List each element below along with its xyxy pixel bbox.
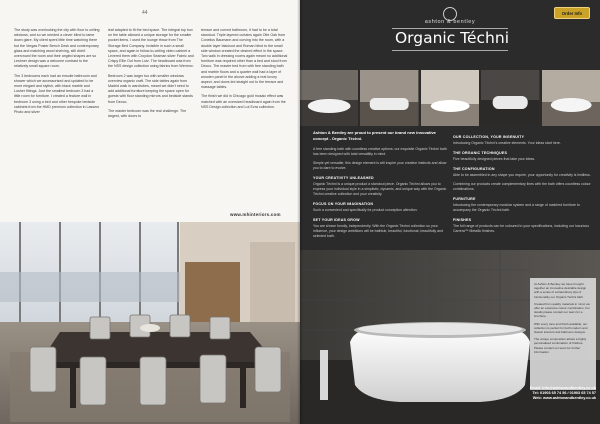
section-heading: OUR COLLECTION, YOUR INGENUITY bbox=[453, 135, 525, 139]
divider bbox=[392, 50, 508, 51]
dining-room-photo bbox=[0, 222, 300, 424]
lead-paragraph: Ashton & Bentley are proud to present our brand new innovative concept - Organic Téchni. bbox=[313, 130, 436, 141]
paragraph: Such a convenient and specifically for product conception attention. bbox=[313, 208, 418, 212]
paragraph: Five beautifully designed pieces that take your ideas. bbox=[453, 157, 536, 161]
advert-right-column bbox=[453, 130, 591, 238]
right-page-advert bbox=[300, 0, 600, 424]
paragraph: Introducing the contemporary modular system and a range of matched furniture to accompany the Organic Téchni bath. bbox=[453, 203, 580, 212]
advert-left-column bbox=[313, 130, 447, 243]
paragraph: The finish we did in Chicago gold mosaic effect was matched with an oversized headboard again from the NSS Design collection and Lot Ezra collection. bbox=[201, 94, 286, 109]
section-heading: THE ORGANIC TECHNIQUES bbox=[453, 151, 508, 155]
section-heading: SET YOUR IDEAS GROW bbox=[313, 218, 360, 222]
article-column-2 bbox=[108, 28, 194, 123]
section-heading: FOCUS ON YOUR IMAGINATION bbox=[313, 202, 374, 206]
paragraph: The 3 bedrooms each had an ensuite bathroom and shower which we accessorised and updated to be more elegant and stylish, with black marble and Lusher fittings. Just the smallest bedroom 3 had a little room for furniture. I created a feature wall in bedroom 3 using a bed and other bespoke bedside cabinets from the HMD premium collection in Lassero Photo and silver bbox=[14, 73, 100, 115]
order-info-button[interactable]: Order Info bbox=[554, 7, 590, 19]
website-url[interactable]: www.mhinteriors.com bbox=[230, 212, 281, 217]
paragraph: The master bedroom was the real challenge. The largest, with doors to bbox=[108, 108, 187, 119]
paragraph: A free standing bath with countless creative options; our exquisite Organic Téchni bath has been designed with total versatility in mind. bbox=[313, 147, 447, 156]
bath-thumbnail bbox=[481, 70, 539, 126]
article-column-3 bbox=[201, 28, 289, 114]
section-heading: FINISHES bbox=[453, 218, 472, 222]
bath-thumbnail bbox=[300, 70, 358, 126]
paragraph: leaf adapted to fit the bed space. The integral top box on the table allowed a unique storage for the smaller pocket items. I used the lounge throw from The Storage Bed Company. Invisible in such a small space, and again in follow-to-ceiling video cabinet a Levered them with Croydon Seaman silver Fabric and Crispy Ellie Out from Lutz. The headboard was from the NSS design collection using fabrics from Wemmo. bbox=[108, 28, 194, 69]
paragraph: Organic Téchni is a unique product a standout piece. Organic Téchni allows you to express your individual style in a simplistic, dynamic, and unique way with the Organic Téchni creative collection and your creativity. bbox=[313, 182, 447, 196]
info-note: Created from quality materials in mind, we offer an extensive colour combination. For details please contact our team for a brochure. bbox=[534, 301, 591, 319]
page-number: 44 bbox=[142, 10, 148, 16]
paragraph: Bedroom 2 was larger too with smaller windows overview organic craft. The side tables again from Madrid walk in wardrobes, meant we didn't need to add additional furniture keeping the space open for guests with floor standing mirrors and bedside stands from Decco. bbox=[108, 73, 193, 104]
contact-email[interactable]: Email: info@ashtonandbentley.co.uk bbox=[529, 386, 596, 390]
product-title: Organic Téchni bbox=[394, 29, 510, 47]
paragraph: The study was overlooking the city with floor to ceiling windows, and so we needed a clever blind to tame down glare. My client spent little time watching there but the Vergas Poster Bench Desk and contemporary glass and matching wood shelving, still didn't overcrowd the room and their angled shapes are so Leshner design was a welcome contrast to the relatively small square room. bbox=[14, 28, 100, 69]
paragraph: Able to be assembled in any shape you require, your opportunity for creativity is limitless. bbox=[453, 173, 591, 177]
section-heading: FURNITURE bbox=[453, 197, 476, 201]
info-note: The unique composition allows a highly personalised combination of finishes. Please contact our team for further information. bbox=[534, 337, 587, 354]
paragraph: Simple yet versatile, this design element is will inspire your creative instincts and allow you to dare to evolve. bbox=[313, 161, 447, 170]
brand-name: ashton & bentley bbox=[424, 19, 476, 25]
contact-details bbox=[500, 386, 596, 402]
article-column-1 bbox=[14, 28, 100, 119]
info-box bbox=[530, 278, 596, 390]
bath-thumbnail bbox=[542, 70, 600, 126]
paragraph: You are shown funnily, independently. With the Organic Téchni collection so your influence, your design ambitions will be bathtub, beautiful, functional, beautifully and selected bath. bbox=[313, 224, 443, 238]
paragraph: The full range of products can be coloured to your specifications, including our luxurious Carrera™ Metallic finishes. bbox=[453, 224, 589, 233]
section-heading: YOUR CREATIVITY UNLEASHED bbox=[313, 176, 374, 180]
contact-web[interactable]: Web: www.ashtonandbentley.co.uk bbox=[532, 396, 596, 401]
bath-thumbnail bbox=[421, 70, 479, 126]
info-note: At Ashton & Bentley we have brought together an innovative desirable design with a series of extraordinary tips of functionality our Organic Téchni bath. bbox=[534, 282, 587, 299]
info-note: With every tone and finish available, our collection is perfect for both modern and classic interiors and bathroom designs. bbox=[534, 321, 588, 335]
contact-phone[interactable]: Tel: 01903 65 74 56 / 01903 65 74 57 bbox=[532, 391, 596, 396]
paragraph: terrace and curved bathroom, it had to be a total standout. Triple layered curtains again Otle Oak from Conelius Baumann and curving into the room, with a double layer blackout and Roman blind to the small side window created the desired effect in the space. Two walk in dressing rooms again meant no additional furniture was required other than a bed and stool from Decco. The master bed from with free standing bath and marble floors and a quarter wall had a layer of wooden panel in the alcove adding a real luxury aspect, and doors led straight out to the terrace and massage tables. bbox=[201, 28, 288, 90]
bath-thumbnail bbox=[360, 70, 418, 126]
section-heading: THE CONFIGURATION bbox=[453, 167, 495, 171]
page-fold bbox=[297, 0, 303, 424]
product-thumbnail-strip bbox=[300, 70, 600, 126]
paragraph: Introducing Organic Téchni's creative elements. Your ideas start here. bbox=[453, 141, 561, 145]
paragraph: Combining our products create complementary lines with the bath offers countless colour combinations. bbox=[453, 182, 591, 191]
